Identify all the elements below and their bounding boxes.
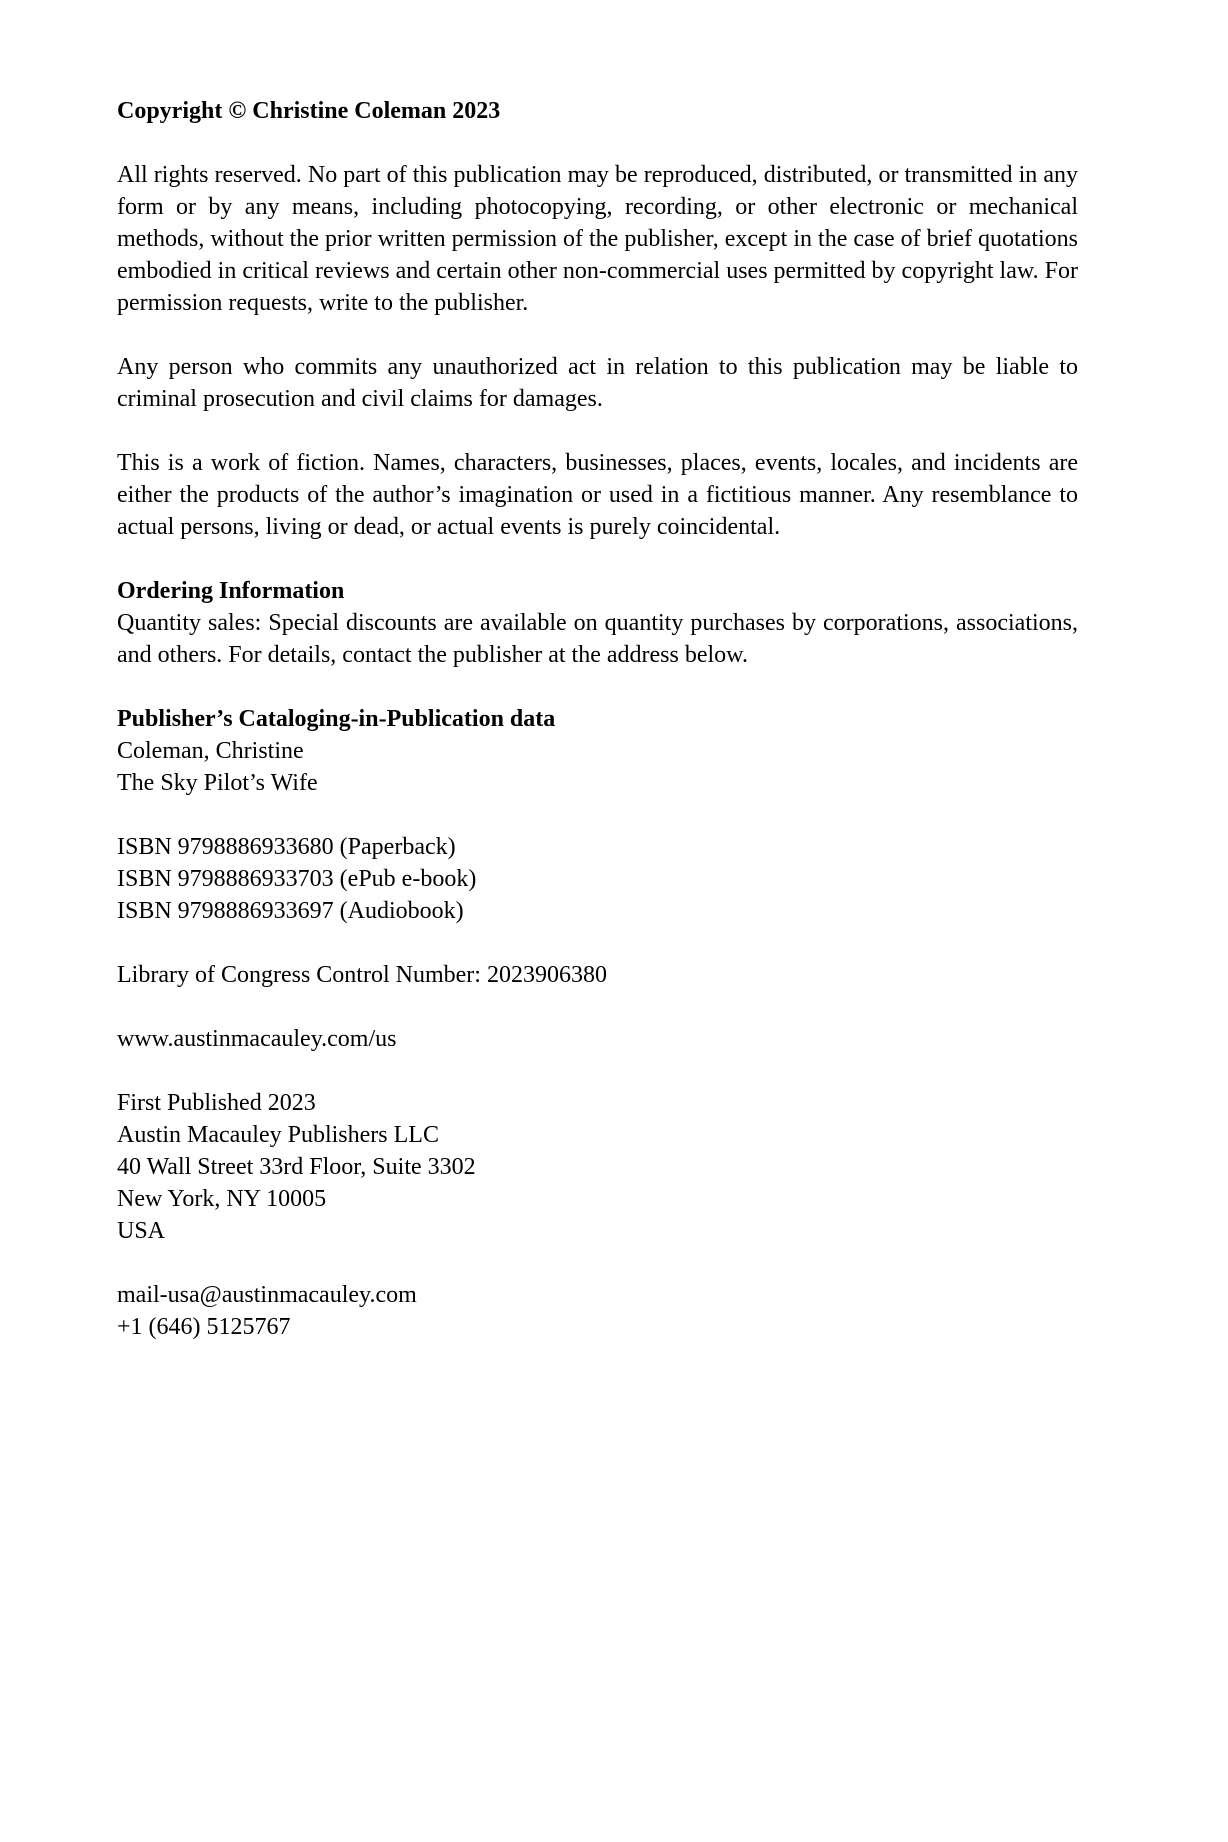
publisher-website: www.austinmacauley.com/us [117,1026,397,1052]
first-published-line: First Published 2023 [117,1090,316,1116]
publisher-address-block [117,1087,1078,1247]
rights-reserved-paragraph: All rights reserved. No part of this publication may be reproduced, distributed, or transmitted in any form or by any means, including photocopying, recording, or other electronic or mechanical methods, without the prior written permission of the publisher, except in the case of brief quotations embodied in critical reviews and certain other non-commercial uses permitted by copyright law. For permission requests, write to the publisher. [117,162,1078,316]
cataloging-author: Coleman, Christine [117,738,304,764]
contact-block [117,1279,1078,1343]
cataloging-heading: Publisher’s Cataloging-in-Publication data [117,706,556,732]
publisher-street: 40 Wall Street 33rd Floor, Suite 3302 [117,1154,476,1180]
isbn-list [117,831,1078,927]
publisher-name: Austin Macauley Publishers LLC [117,1122,439,1148]
ordering-information-body: Quantity sales: Special discounts are available on quantity purchases by corporations, associations, and others. For details, contact the publisher at the address below. [117,610,1078,668]
contact-email: mail-usa@austinmacauley.com [117,1282,417,1308]
ordering-information-section [117,575,1078,671]
isbn-paperback: ISBN 9798886933680 (Paperback) [117,834,456,860]
isbn-audiobook: ISBN 9798886933697 (Audiobook) [117,898,464,924]
library-of-congress-line: Library of Congress Control Number: 2023906380 [117,962,607,988]
ordering-information-heading: Ordering Information [117,578,345,604]
cataloging-book-title: The Sky Pilot’s Wife [117,770,318,796]
copyright-notice: Copyright © Christine Coleman 2023 [117,98,501,124]
publisher-country: USA [117,1218,166,1244]
publisher-city: New York, NY 10005 [117,1186,327,1212]
liability-paragraph: Any person who commits any unauthorized act in relation to this publication may be liable to criminal prosecution and civil claims for damages. [117,354,1078,412]
isbn-epub: ISBN 9798886933703 (ePub e-book) [117,866,477,892]
copyright-page [117,95,1078,1343]
contact-phone: +1 (646) 5125767 [117,1314,291,1340]
cataloging-section [117,703,1078,799]
fiction-disclaimer-paragraph: This is a work of fiction. Names, characters, businesses, places, events, locales, and incidents are either the products of the author’s imagination or used in a fictitious manner. Any resemblance to actual persons, living or dead, or actual events is purely coincidental. [117,450,1078,540]
